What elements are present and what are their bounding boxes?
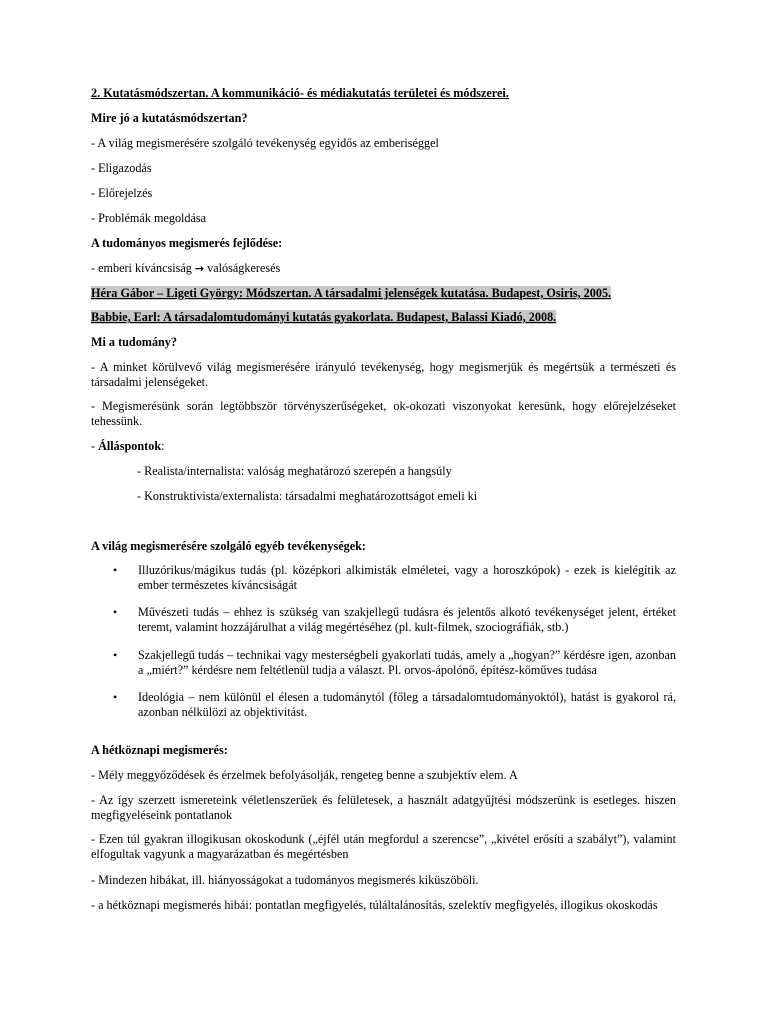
bullet-item: Szakjellegű tudás – technikai vagy mesterségbeli gyakorlati tudás, amely a „hogyan?” kérdésre igen, azonban a „miért?” kérdésre nem feltétlenül tudja a választ. Pl. orvos-ápolónő, építész-kőműves tudása bbox=[138, 648, 676, 677]
bullet-item: Ideológia – nem különül el élesen a tudománytól (főleg a társadalomtudományoktól), hatást is gyakorol rá, azonban nélkülözi az objektivitást. bbox=[138, 690, 676, 719]
standpoints-line bbox=[91, 439, 676, 454]
science-paragraph: - Megismerésünk során legtöbbször törvényszerűségeket, ok-okozati viszonyokat keresünk, hogy előrejelzéseket tehessünk. bbox=[91, 399, 676, 428]
bullet-icon: • bbox=[113, 690, 118, 704]
standpoint-item: - Realista/internalista: valóság meghatározó szerepén a hangsúly bbox=[137, 464, 452, 478]
development-line bbox=[91, 261, 676, 276]
bullet-icon: • bbox=[113, 605, 118, 619]
daily-heading: A hétköznapi megismerés: bbox=[91, 743, 228, 757]
purpose-item: - Eligazodás bbox=[91, 161, 152, 175]
development-right: valóságkeresés bbox=[207, 261, 281, 275]
standpoints-prefix: - bbox=[91, 439, 99, 453]
daily-paragraph: - Ezen túl gyakran illogikusan okoskodunk („éjfél után megfordul a szerencse”, „kivétel erősíti a szabályt”), valamint elfogultak vagyunk a magyarázatban és megértésben bbox=[91, 832, 676, 861]
bullet-icon: • bbox=[113, 563, 118, 577]
bullet-icon: • bbox=[113, 648, 118, 662]
bullet-item: Művészeti tudás – ehhez is szükség van szakjellegű tudásra és jelentős alkotó tevékenységet jelent, értéket teremt, valamint hozzájárulhat a világ megértéséhez (pl. kult-filmek, szociográfiák, stb.) bbox=[138, 605, 676, 634]
standpoint-item: - Konstruktivista/externalista: társadalmi meghatározottságot emeli ki bbox=[137, 489, 478, 503]
bullet-item: Illuzórikus/mágikus tudás (pl. középkori alkimisták elméletei, vagy a horoszkópok) - ezek is kielégítik az ember természetes kíváncsiságát bbox=[138, 563, 676, 592]
development-heading: A tudományos megismerés fejlődése: bbox=[91, 236, 283, 250]
question-purpose: Mire jó a kutatásmódszertan? bbox=[91, 111, 248, 125]
daily-paragraph: - Mély meggyőződések és érzelmek befolyásolják, rengeteg benne a szubjektív elem. A bbox=[91, 768, 518, 782]
standpoints-colon: : bbox=[161, 439, 165, 453]
reference-hera bbox=[91, 286, 676, 301]
daily-paragraph: - Az így szerzett ismereteink véletlenszerűek és felületesek, a használt adatgyűjtési módszerünk is esetleges. hiszen megfigyeléseink pontatlanok bbox=[91, 793, 676, 822]
reference-babbie bbox=[91, 310, 676, 325]
development-left: - emberi kíváncsiság bbox=[91, 261, 192, 275]
science-paragraph: - A minket körülvevő világ megismerésére irányuló tevékenység, hogy megismerjük és megértsük a természeti és társadalmi jelenségeket. bbox=[91, 360, 676, 389]
purpose-item: - Előrejelzés bbox=[91, 186, 153, 200]
other-activities-heading: A világ megismerésére szolgáló egyéb tevékenységek: bbox=[91, 539, 366, 553]
standpoints-label: Álláspontok bbox=[98, 439, 162, 453]
daily-paragraph: - Mindezen hibákat, ill. hiányosságokat a tudományos megismerés kiküszöböli. bbox=[91, 873, 479, 887]
right-arrow-icon: → bbox=[194, 262, 205, 275]
reference-babbie-text: Babbie, Earl: A társadalomtudományi kutatás gyakorlata. Budapest, Balassi Kiadó, 2008. bbox=[91, 310, 557, 324]
purpose-item: - A világ megismerésére szolgáló tevékenység egyidős az emberiséggel bbox=[91, 136, 439, 150]
purpose-item: - Problémák megoldása bbox=[91, 211, 207, 225]
daily-paragraph: - a hétköznapi megismerés hibái: pontatlan megfigyelés, túláltalánosítás, szelektív megfigyelés, illogikus okoskodás bbox=[91, 898, 658, 912]
reference-hera-text: Héra Gábor – Ligeti György: Módszertan. A társadalmi jelenségek kutatása. Budapest, Osiris, 2005. bbox=[91, 286, 612, 300]
question-science: Mi a tudomány? bbox=[91, 335, 177, 349]
document-heading: 2. Kutatásmódszertan. A kommunikáció- és médiakutatás területei és módszerei. bbox=[91, 86, 509, 100]
